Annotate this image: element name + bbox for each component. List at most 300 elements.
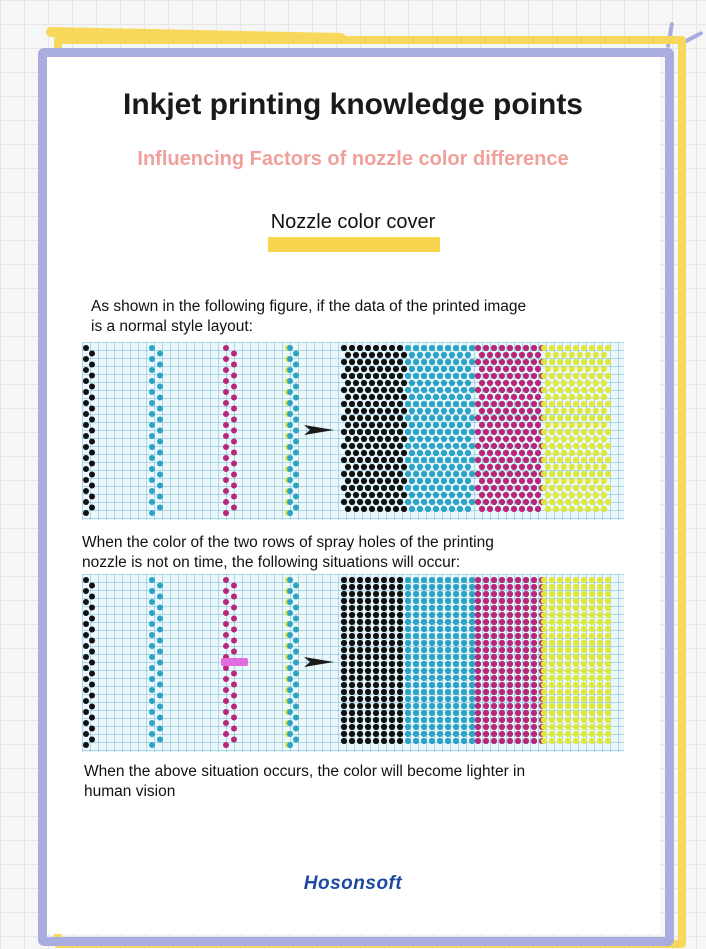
- figure-misaligned-svg: [82, 574, 624, 752]
- result-dot-black: [341, 605, 347, 611]
- result-dot-yellow: [549, 612, 555, 618]
- result-dot-black: [349, 661, 355, 667]
- result-dot-black: [389, 696, 395, 702]
- nozzle-dot-cyan: [157, 505, 163, 511]
- result-dot-cyan: [453, 471, 459, 477]
- result-dot-black: [361, 366, 367, 372]
- result-dot-black: [365, 689, 371, 695]
- nozzle-dot-magenta: [231, 450, 237, 456]
- result-dot-cyan: [421, 605, 427, 611]
- result-dot-magenta: [523, 619, 529, 625]
- result-dot-black: [353, 380, 359, 386]
- result-dot-black: [373, 429, 379, 435]
- result-dot-cyan: [469, 689, 475, 695]
- result-dot-black: [381, 359, 387, 365]
- result-dot-yellow: [541, 738, 547, 744]
- result-dot-yellow: [581, 661, 587, 667]
- result-dot-cyan: [461, 640, 467, 646]
- result-dot-black: [353, 464, 359, 470]
- result-dot-cyan: [429, 598, 435, 604]
- result-dot-yellow: [597, 499, 603, 505]
- result-dot-magenta: [491, 373, 497, 379]
- nozzle-dot-cyan: [149, 367, 155, 373]
- result-dot-cyan: [461, 626, 467, 632]
- result-dot-cyan: [437, 499, 443, 505]
- result-dot-magenta: [479, 450, 485, 456]
- result-dot-magenta: [499, 577, 505, 583]
- result-dot-magenta: [479, 408, 485, 414]
- result-dot-cyan: [429, 605, 435, 611]
- result-dot-black: [381, 619, 387, 625]
- result-dot-black: [389, 626, 395, 632]
- result-dot-magenta: [499, 682, 505, 688]
- result-dot-yellow: [589, 612, 595, 618]
- result-dot-yellow: [581, 682, 587, 688]
- result-dot-cyan: [437, 738, 443, 744]
- result-dot-magenta: [507, 682, 513, 688]
- result-dot-black: [397, 654, 403, 660]
- result-dot-magenta: [515, 731, 521, 737]
- result-dot-yellow: [573, 387, 579, 393]
- result-dot-magenta: [475, 675, 481, 681]
- result-dot-cyan: [405, 717, 411, 723]
- result-dot-cyan: [421, 443, 427, 449]
- result-dot-magenta: [475, 584, 481, 590]
- result-dot-yellow: [605, 387, 611, 393]
- result-dot-yellow: [601, 492, 607, 498]
- result-dot-black: [401, 450, 407, 456]
- result-dot-black: [349, 415, 355, 421]
- result-dot-magenta: [479, 394, 485, 400]
- nozzle-dot-black: [89, 472, 95, 478]
- result-dot-cyan: [453, 591, 459, 597]
- nozzle-dot-black: [83, 621, 89, 627]
- result-dot-yellow: [605, 415, 611, 421]
- result-dot-yellow: [581, 605, 587, 611]
- head-dot-cyan: [287, 643, 293, 649]
- result-dot-yellow: [605, 724, 611, 730]
- result-dot-yellow: [601, 464, 607, 470]
- nozzle-dot-cyan: [157, 583, 163, 589]
- result-dot-cyan: [453, 738, 459, 744]
- result-dot-cyan: [437, 668, 443, 674]
- result-dot-magenta: [511, 366, 517, 372]
- result-dot-yellow: [569, 450, 575, 456]
- result-dot-yellow: [541, 696, 547, 702]
- head-dot-cyan: [287, 345, 293, 351]
- result-dot-magenta: [515, 598, 521, 604]
- result-dot-cyan: [433, 366, 439, 372]
- result-dot-magenta: [515, 668, 521, 674]
- nozzle-dot-cyan: [157, 638, 163, 644]
- result-dot-black: [381, 689, 387, 695]
- result-dot-yellow: [593, 478, 599, 484]
- result-dot-magenta: [475, 485, 481, 491]
- result-dot-yellow: [565, 471, 571, 477]
- result-dot-black: [349, 640, 355, 646]
- result-dot-magenta: [483, 717, 489, 723]
- nozzle-dot-magenta: [231, 605, 237, 611]
- result-dot-black: [349, 387, 355, 393]
- result-dot-black: [341, 724, 347, 730]
- result-dot-cyan: [469, 619, 475, 625]
- result-dot-yellow: [549, 668, 555, 674]
- result-dot-yellow: [573, 612, 579, 618]
- result-dot-cyan: [413, 387, 419, 393]
- result-dot-black: [353, 408, 359, 414]
- result-dot-yellow: [569, 436, 575, 442]
- result-dot-magenta: [507, 640, 513, 646]
- result-dot-black: [373, 619, 379, 625]
- result-dot-black: [389, 577, 395, 583]
- result-dot-cyan: [413, 373, 419, 379]
- result-dot-black: [361, 422, 367, 428]
- result-dot-cyan: [405, 429, 411, 435]
- result-dot-yellow: [541, 457, 547, 463]
- result-dot-black: [341, 689, 347, 695]
- result-dot-magenta: [475, 612, 481, 618]
- result-dot-black: [397, 345, 403, 351]
- nozzle-dot-cyan: [149, 665, 155, 671]
- result-dot-cyan: [453, 703, 459, 709]
- nozzle-dot-black: [83, 643, 89, 649]
- result-dot-black: [365, 619, 371, 625]
- result-dot-cyan: [441, 380, 447, 386]
- nozzle-dot-black: [83, 389, 89, 395]
- result-dot-magenta: [511, 492, 517, 498]
- result-dot-black: [373, 584, 379, 590]
- result-dot-yellow: [549, 633, 555, 639]
- result-dot-yellow: [597, 577, 603, 583]
- result-dot-cyan: [429, 577, 435, 583]
- result-dot-magenta: [511, 450, 517, 456]
- result-dot-cyan: [445, 647, 451, 653]
- result-dot-black: [397, 731, 403, 737]
- result-dot-yellow: [597, 654, 603, 660]
- result-dot-magenta: [483, 724, 489, 730]
- result-dot-cyan: [445, 661, 451, 667]
- result-dot-black: [397, 682, 403, 688]
- result-dot-cyan: [405, 415, 411, 421]
- result-dot-yellow: [549, 640, 555, 646]
- result-dot-magenta: [475, 696, 481, 702]
- nozzle-dot-cyan: [149, 389, 155, 395]
- result-dot-cyan: [413, 640, 419, 646]
- result-dot-yellow: [549, 654, 555, 660]
- result-dot-magenta: [515, 485, 521, 491]
- result-dot-yellow: [581, 591, 587, 597]
- result-dot-yellow: [597, 626, 603, 632]
- result-dot-yellow: [573, 485, 579, 491]
- nozzle-dot-cyan: [149, 742, 155, 748]
- result-dot-magenta: [507, 647, 513, 653]
- result-dot-magenta: [499, 703, 505, 709]
- result-dot-cyan: [437, 443, 443, 449]
- result-dot-cyan: [405, 626, 411, 632]
- result-dot-cyan: [445, 499, 451, 505]
- result-dot-black: [341, 584, 347, 590]
- result-dot-cyan: [461, 471, 467, 477]
- nozzle-dot-cyan: [149, 345, 155, 351]
- result-dot-black: [365, 703, 371, 709]
- result-dot-magenta: [491, 661, 497, 667]
- result-dot-yellow: [605, 429, 611, 435]
- nozzle-dot-magenta: [231, 373, 237, 379]
- result-dot-magenta: [491, 668, 497, 674]
- result-dot-magenta: [535, 352, 541, 358]
- result-dot-black: [349, 577, 355, 583]
- head-dot-cyan: [293, 594, 299, 600]
- result-dot-yellow: [597, 598, 603, 604]
- result-dot-black: [349, 584, 355, 590]
- result-dot-cyan: [409, 492, 415, 498]
- result-dot-black: [385, 492, 391, 498]
- result-dot-black: [373, 654, 379, 660]
- result-dot-black: [349, 689, 355, 695]
- result-dot-black: [397, 598, 403, 604]
- result-dot-magenta: [491, 415, 497, 421]
- result-dot-magenta: [507, 731, 513, 737]
- result-dot-yellow: [601, 450, 607, 456]
- result-dot-cyan: [421, 577, 427, 583]
- result-dot-black: [365, 584, 371, 590]
- result-dot-black: [365, 605, 371, 611]
- result-dot-black: [341, 373, 347, 379]
- result-dot-black: [393, 464, 399, 470]
- result-dot-cyan: [429, 387, 435, 393]
- result-dot-cyan: [421, 633, 427, 639]
- result-dot-yellow: [585, 436, 591, 442]
- result-dot-cyan: [429, 675, 435, 681]
- result-dot-magenta: [491, 689, 497, 695]
- result-dot-yellow: [565, 633, 571, 639]
- result-dot-magenta: [499, 689, 505, 695]
- result-dot-yellow: [605, 703, 611, 709]
- paragraph-2: [82, 533, 494, 573]
- result-dot-yellow: [605, 584, 611, 590]
- result-dot-black: [373, 401, 379, 407]
- result-dot-yellow: [549, 661, 555, 667]
- result-dot-cyan: [429, 661, 435, 667]
- section-heading: Nozzle color cover: [270, 211, 436, 233]
- result-dot-cyan: [465, 492, 471, 498]
- nozzle-dot-cyan: [149, 709, 155, 715]
- result-dot-yellow: [565, 654, 571, 660]
- head-dot-cyan: [293, 384, 299, 390]
- result-dot-cyan: [405, 675, 411, 681]
- result-dot-cyan: [413, 696, 419, 702]
- result-dot-black: [341, 717, 347, 723]
- result-dot-black: [353, 366, 359, 372]
- result-dot-black: [381, 668, 387, 674]
- result-dot-magenta: [531, 654, 537, 660]
- result-dot-cyan: [469, 345, 475, 351]
- result-dot-cyan: [429, 710, 435, 716]
- result-dot-magenta: [523, 626, 529, 632]
- result-dot-cyan: [425, 422, 431, 428]
- nozzle-dot-black: [89, 461, 95, 467]
- result-dot-yellow: [581, 731, 587, 737]
- result-dot-black: [365, 738, 371, 744]
- result-dot-black: [389, 710, 395, 716]
- result-dot-magenta: [531, 457, 537, 463]
- result-dot-cyan: [413, 577, 419, 583]
- result-dot-black: [397, 591, 403, 597]
- nozzle-dot-black: [89, 616, 95, 622]
- result-dot-cyan: [465, 464, 471, 470]
- result-dot-black: [389, 485, 395, 491]
- result-dot-yellow: [581, 668, 587, 674]
- result-dot-yellow: [541, 387, 547, 393]
- result-dot-magenta: [491, 485, 497, 491]
- nozzle-dot-magenta: [223, 742, 229, 748]
- result-dot-cyan: [405, 373, 411, 379]
- result-dot-cyan: [453, 373, 459, 379]
- result-dot-yellow: [565, 401, 571, 407]
- result-dot-magenta: [483, 373, 489, 379]
- result-dot-black: [365, 387, 371, 393]
- result-dot-black: [377, 422, 383, 428]
- result-dot-black: [373, 605, 379, 611]
- result-dot-black: [369, 436, 375, 442]
- nozzle-dot-magenta: [223, 477, 229, 483]
- nozzle-dot-black: [89, 494, 95, 500]
- result-dot-yellow: [541, 577, 547, 583]
- result-dot-cyan: [453, 689, 459, 695]
- result-dot-cyan: [413, 661, 419, 667]
- result-dot-black: [365, 499, 371, 505]
- result-dot-yellow: [565, 415, 571, 421]
- result-dot-yellow: [589, 682, 595, 688]
- result-dot-black: [397, 703, 403, 709]
- result-dot-cyan: [417, 436, 423, 442]
- result-dot-magenta: [515, 359, 521, 365]
- head-dot-cyan: [293, 450, 299, 456]
- nozzle-dot-magenta: [231, 494, 237, 500]
- brand-logo: Hosonsoft: [303, 873, 403, 894]
- result-dot-black: [369, 380, 375, 386]
- result-dot-magenta: [519, 506, 525, 512]
- result-dot-black: [341, 654, 347, 660]
- result-dot-cyan: [405, 619, 411, 625]
- result-dot-magenta: [507, 626, 513, 632]
- result-dot-yellow: [553, 366, 559, 372]
- result-dot-cyan: [469, 577, 475, 583]
- result-dot-cyan: [437, 485, 443, 491]
- result-dot-magenta: [487, 464, 493, 470]
- page-title: Inkjet printing knowledge points: [122, 88, 583, 121]
- result-dot-black: [365, 471, 371, 477]
- result-dot-black: [397, 640, 403, 646]
- result-dot-black: [357, 598, 363, 604]
- result-dot-magenta: [487, 478, 493, 484]
- result-dot-magenta: [499, 640, 505, 646]
- result-dot-black: [357, 738, 363, 744]
- result-dot-black: [397, 415, 403, 421]
- result-dot-magenta: [495, 422, 501, 428]
- result-dot-black: [397, 577, 403, 583]
- result-dot-black: [389, 724, 395, 730]
- result-dot-cyan: [433, 450, 439, 456]
- result-dot-yellow: [605, 591, 611, 597]
- result-dot-black: [373, 612, 379, 618]
- result-dot-yellow: [573, 738, 579, 744]
- nozzle-dot-cyan: [149, 400, 155, 406]
- result-dot-cyan: [437, 591, 443, 597]
- result-dot-yellow: [545, 408, 551, 414]
- result-dot-magenta: [507, 675, 513, 681]
- result-dot-yellow: [557, 724, 563, 730]
- result-dot-cyan: [465, 506, 471, 512]
- result-dot-black: [385, 506, 391, 512]
- result-dot-magenta: [515, 415, 521, 421]
- result-dot-yellow: [581, 640, 587, 646]
- result-dot-yellow: [545, 492, 551, 498]
- result-dot-magenta: [491, 717, 497, 723]
- result-dot-cyan: [449, 422, 455, 428]
- result-dot-yellow: [581, 443, 587, 449]
- head-dot-cyan: [293, 461, 299, 467]
- result-dot-cyan: [413, 485, 419, 491]
- result-dot-magenta: [475, 710, 481, 716]
- result-dot-black: [381, 731, 387, 737]
- result-dot-magenta: [483, 401, 489, 407]
- result-dot-black: [389, 387, 395, 393]
- result-dot-black: [357, 724, 363, 730]
- result-dot-magenta: [511, 506, 517, 512]
- result-dot-magenta: [531, 359, 537, 365]
- result-dot-yellow: [541, 654, 547, 660]
- result-dot-magenta: [535, 492, 541, 498]
- result-dot-yellow: [549, 471, 555, 477]
- result-dot-cyan: [421, 696, 427, 702]
- result-dot-black: [349, 612, 355, 618]
- result-dot-black: [353, 394, 359, 400]
- result-dot-cyan: [465, 478, 471, 484]
- result-dot-cyan: [437, 661, 443, 667]
- result-dot-cyan: [437, 345, 443, 351]
- nozzle-dot-cyan: [157, 616, 163, 622]
- nozzle-dot-cyan: [157, 351, 163, 357]
- result-dot-black: [373, 443, 379, 449]
- nozzle-dot-cyan: [149, 466, 155, 472]
- result-dot-black: [401, 408, 407, 414]
- nozzle-dot-cyan: [157, 439, 163, 445]
- result-dot-cyan: [469, 499, 475, 505]
- result-dot-yellow: [557, 710, 563, 716]
- result-dot-magenta: [531, 612, 537, 618]
- result-dot-black: [341, 457, 347, 463]
- result-dot-yellow: [541, 710, 547, 716]
- result-dot-magenta: [519, 352, 525, 358]
- result-dot-cyan: [433, 380, 439, 386]
- result-dot-yellow: [605, 738, 611, 744]
- result-dot-yellow: [573, 429, 579, 435]
- result-dot-cyan: [453, 598, 459, 604]
- result-dot-yellow: [573, 499, 579, 505]
- result-dot-black: [373, 457, 379, 463]
- result-dot-cyan: [405, 696, 411, 702]
- result-dot-cyan: [445, 605, 451, 611]
- result-dot-yellow: [597, 633, 603, 639]
- result-dot-black: [389, 689, 395, 695]
- result-dot-yellow: [605, 485, 611, 491]
- result-dot-cyan: [469, 668, 475, 674]
- result-dot-black: [393, 478, 399, 484]
- result-dot-cyan: [413, 619, 419, 625]
- result-dot-cyan: [421, 661, 427, 667]
- nozzle-dot-black: [83, 687, 89, 693]
